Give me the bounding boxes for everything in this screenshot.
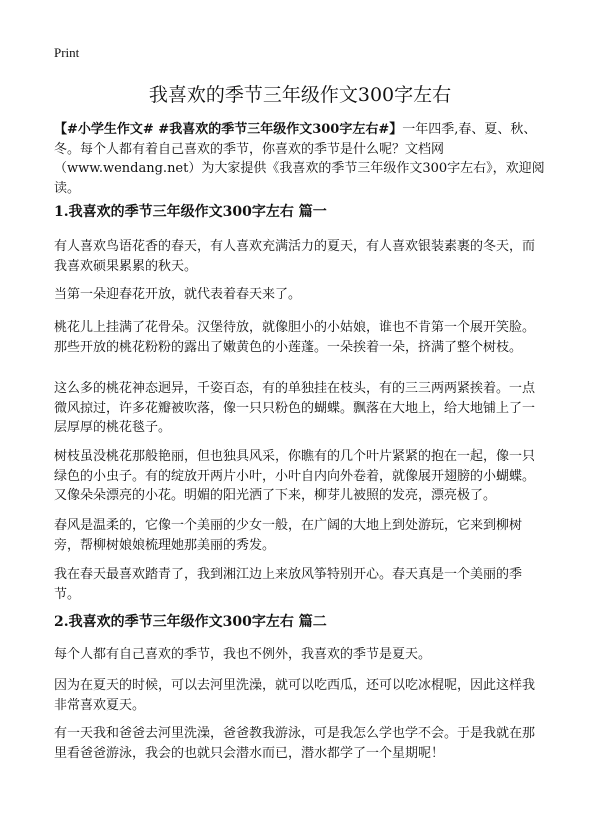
- section-heading-2: 2.我喜欢的季节三年级作文300字左右 篇二: [54, 614, 327, 630]
- section-1-paragraph-5: 树枝虽没桃花那般艳丽，但也独具风采，你瞧有的几个叶片紧紧的抱在一起，像一只绿色的小虫子。有的绽放开两片小叶，小叶自内向外卷着，就像展开翅膀的小蝴蝶。又像朵朵漂亮的小花。明媚的阳光洒了下来，柳芽儿被照的发亮，漂亮极了。: [54, 449, 536, 503]
- print-label: Print: [54, 45, 80, 60]
- section-2-paragraph-1: 每个人都有自己喜欢的季节，我也不例外，我喜欢的季节是夏天。: [54, 647, 432, 662]
- section-2-paragraph-2: 因为在夏天的时候，可以去河里洗澡，就可以吃西瓜，还可以吃冰棍呢，因此这样我非常喜欢夏天。: [54, 678, 536, 713]
- intro-tags: 【#小学生作文# #我喜欢的季节三年级作文300字左右#】: [54, 122, 403, 137]
- page-title: 我喜欢的季节三年级作文300字左右: [148, 84, 452, 106]
- section-1-paragraph-7: 我在春天最喜欢踏青了，我到湘江边上来放风筝特别开心。春天真是一个美丽的季节。: [54, 567, 523, 602]
- section-1-paragraph-6: 春风是温柔的，它像一个美丽的少女一般，在广阔的大地上到处游玩，它来到柳树旁，帮柳树娘娘梳理她那美丽的秀发。: [54, 518, 523, 553]
- section-1-paragraph-2: 当第一朵迎春花开放，就代表着春天来了。: [54, 287, 302, 302]
- section-1-paragraph-1: 有人喜欢鸟语花香的春天，有人喜欢充满活力的夏天，有人喜欢银装素裹的冬天，而我喜欢硕果累累的秋天。: [54, 239, 536, 274]
- intro-text: 一年四季,春、夏、秋、冬。每个人都有着自己喜欢的季节，你喜欢的季节是什么呢？文档网（www.wendang.net）为大家提供《我喜欢的季节三年级作文300字左右》，欢迎阅读。: [54, 122, 545, 196]
- section-1-paragraph-4: 这么多的桃花神态迥异，千姿百态，有的单独挂在枝头，有的三三两两紧挨着。一点微风掠过，许多花瓣被吹落，像一只只粉色的蝴蝶。飘落在大地上，给大地铺上了一层厚厚的桃花毯子。: [54, 381, 536, 435]
- intro-paragraph: [54, 120, 546, 198]
- section-1-paragraph-3: 桃花儿上挂满了花骨朵。汉堡待放，就像胆小的小姑娘，谁也不肯第一个展开笑脸。那些开放的桃花粉粉的露出了嫩黄色的小莲蓬。一朵挨着一朵，挤满了整个树枝。: [54, 320, 536, 355]
- section-heading-1: 1.我喜欢的季节三年级作文300字左右 篇一: [54, 204, 327, 220]
- section-2-paragraph-3: 有一天我和爸爸去河里洗澡，爸爸教我游泳，可是我怎么学也学不会。于是我就在那里看爸爸游泳，我会的也就只会潜水而已，潜水都学了一个星期呢！: [54, 726, 536, 761]
